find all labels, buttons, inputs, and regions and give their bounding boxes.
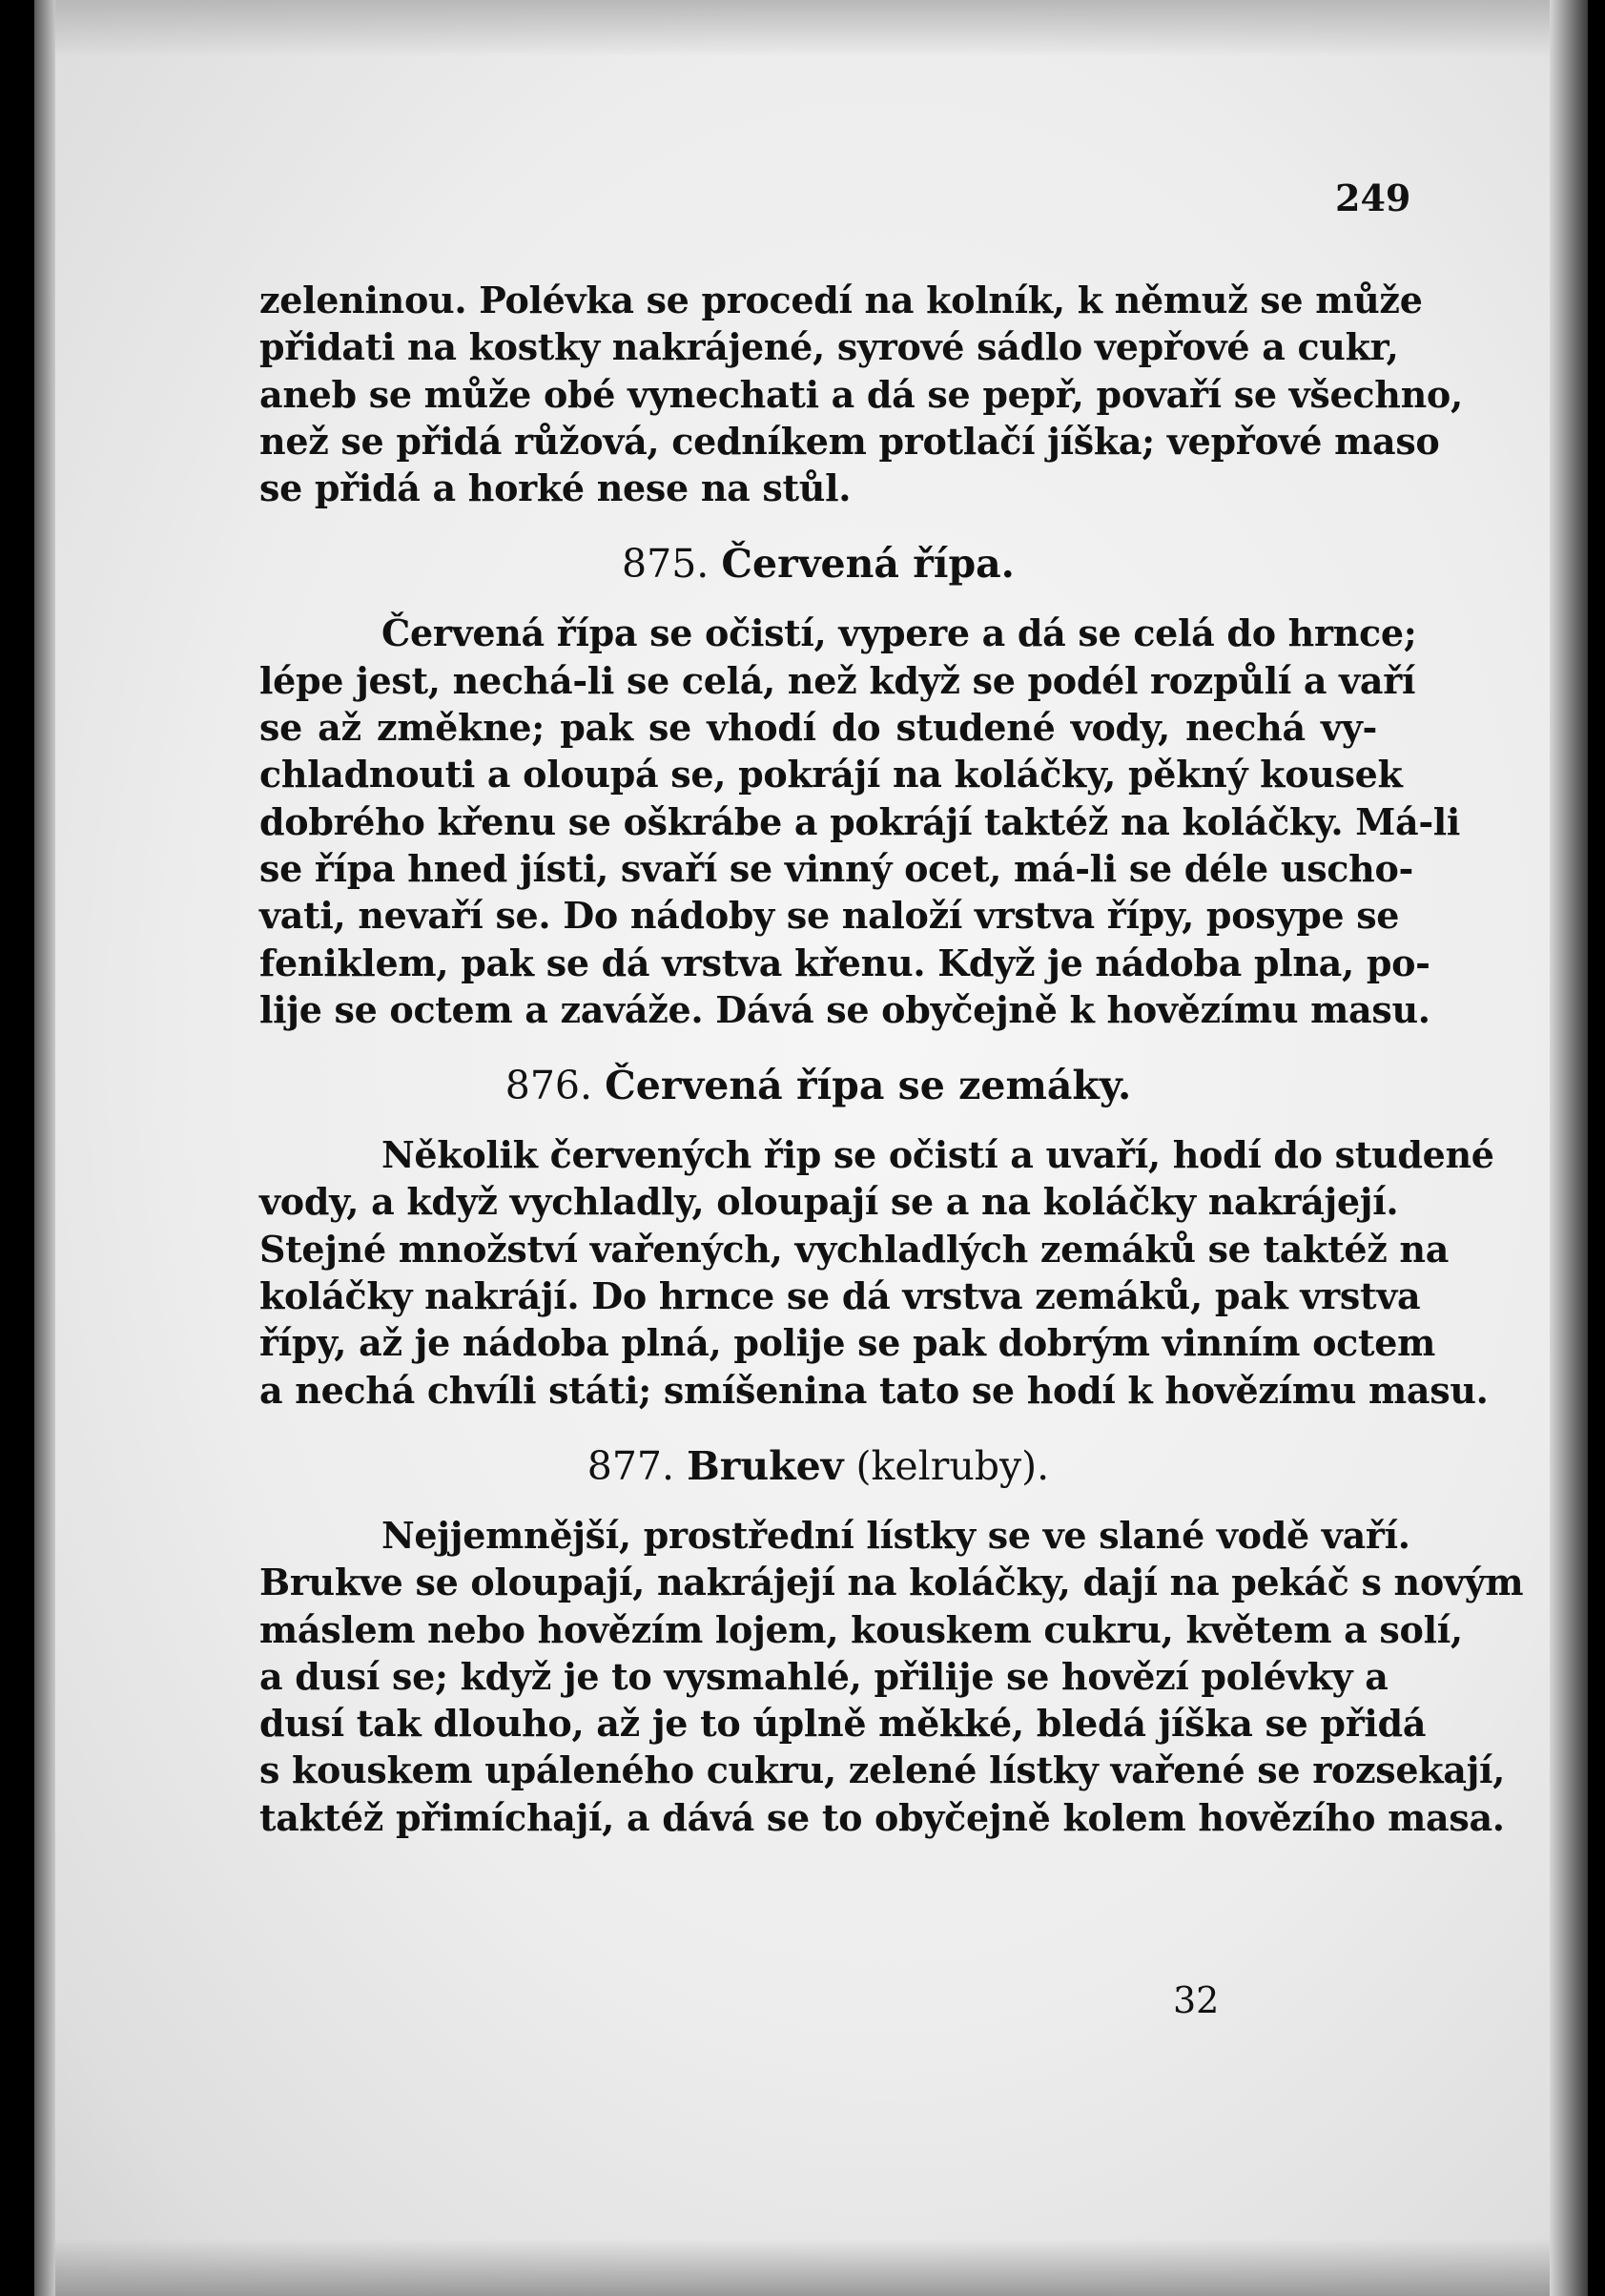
page-gutter-shadow [34,0,55,2296]
recipe-number: 875. [622,541,710,588]
signature-mark: 32 [1173,1979,1220,2021]
recipe-number: 877. [586,1442,675,1489]
page-number: 249 [1335,176,1411,219]
text-line: zeleninou. Polévka se procedí na kolník, k němuž se může [259,279,1423,321]
recipe-text-877 [259,1512,1524,1841]
recipe-number: 876. [504,1063,593,1109]
page-bottom-shadow [0,2239,1605,2296]
text-line: lije se octem a zaváže. Dává se obyčejně k hovězímu masu. [259,987,1430,1031]
recipe-title: Brukev [687,1442,844,1489]
recipe-text-875 [259,610,1461,1033]
text-line: přidati na kostky nakrájené, syrové sádlo vepřové a cukr, [259,325,1399,369]
text-line: a dusí se; když je to vysmahlé, přilije se hovězí polévky a [259,1654,1389,1698]
page-text [259,277,1524,1841]
recipe-heading-876 [259,1061,1377,1110]
text-line: taktéž přimíchají, a dává se to obyčejně kolem hovězího masa. [259,1795,1505,1839]
text-line: Několik červených řip se očistí a uvaří, hodí do studené [381,1133,1494,1177]
text-line: Červená řípa se očistí, vypere a dá se celá do hrnce; [381,611,1417,655]
recipe-subtitle: (kelruby). [855,1442,1050,1489]
page-edge-shadow [1550,0,1588,2296]
text-line: Brukve se oloupají, nakrájejí na koláčky, dají na pekáč s novým [259,1561,1524,1604]
text-line: lépe jest, nechá-li se celá, než když se podél rozpůlí a vaří [259,658,1416,702]
text-line: máslem nebo hovězím lojem, kouskem cukru, květem a solí, [259,1607,1463,1651]
recipe-title: Červená řípa se zemáky. [605,1063,1132,1109]
text-line: než se přidá růžová, cedníkem protlačí jíška; vepřové maso [259,419,1440,463]
text-line: řípy, až je nádoba plná, polije se pak dobrým vinním octem [259,1321,1436,1365]
scan-right-border [1588,0,1605,2296]
scan-left-border [0,0,34,2296]
text-line: feniklem, pak se dá vrstva křenu. Když je nádoba plna, po- [259,941,1430,984]
text-line: vody, a když vychladly, oloupají se a na koláčky nakrájejí. [259,1180,1399,1224]
text-line: chladnouti a oloupá se, pokrájí na koláčky, pěkný kousek [259,753,1403,796]
text-line: koláčky nakrájí. Do hrnce se dá vrstva zemáků, pak vrstva [259,1274,1421,1318]
text-line: a nechá chvíli státi; smíšenina tato se hodí k hovězímu masu. [259,1368,1489,1412]
text-line: dobrého křenu se oškrábe a pokrájí taktéž na koláčky. Má-li [259,799,1461,843]
recipe-title: Červená řípa. [721,541,1015,588]
recipe-heading-875 [259,539,1377,589]
text-line: Nejjemnější, prostřední lístky se ve slané vodě vaří. [381,1513,1410,1557]
page-top-shadow [0,0,1605,57]
text-line: se řípa hned jísti, svaří se vinný ocet, má-li se déle uscho- [259,846,1413,890]
intro-paragraph [259,277,1463,511]
text-line: se až změkne; pak se vhodí do studené vody, nechá vy- [259,706,1377,750]
recipe-text-876 [259,1131,1494,1414]
text-line: s kouskem upáleného cukru, zelené lístky vařené se rozsekají, [259,1748,1506,1792]
text-line: dusí tak dlouho, až je to úplně měkké, bledá jíška se přidá [259,1702,1427,1746]
text-line: aneb se může obé vynechati a dá se pepř, povaří se všechno, [259,372,1463,416]
text-line: Stejné množství vařených, vychladlých zemáků se taktéž na [259,1227,1450,1271]
recipe-heading-877 [259,1441,1377,1491]
text-line: vati, nevaří se. Do nádoby se naloží vrstva řípy, posype se [259,894,1400,938]
text-line: se přidá a horké nese na stůl. [259,466,852,510]
